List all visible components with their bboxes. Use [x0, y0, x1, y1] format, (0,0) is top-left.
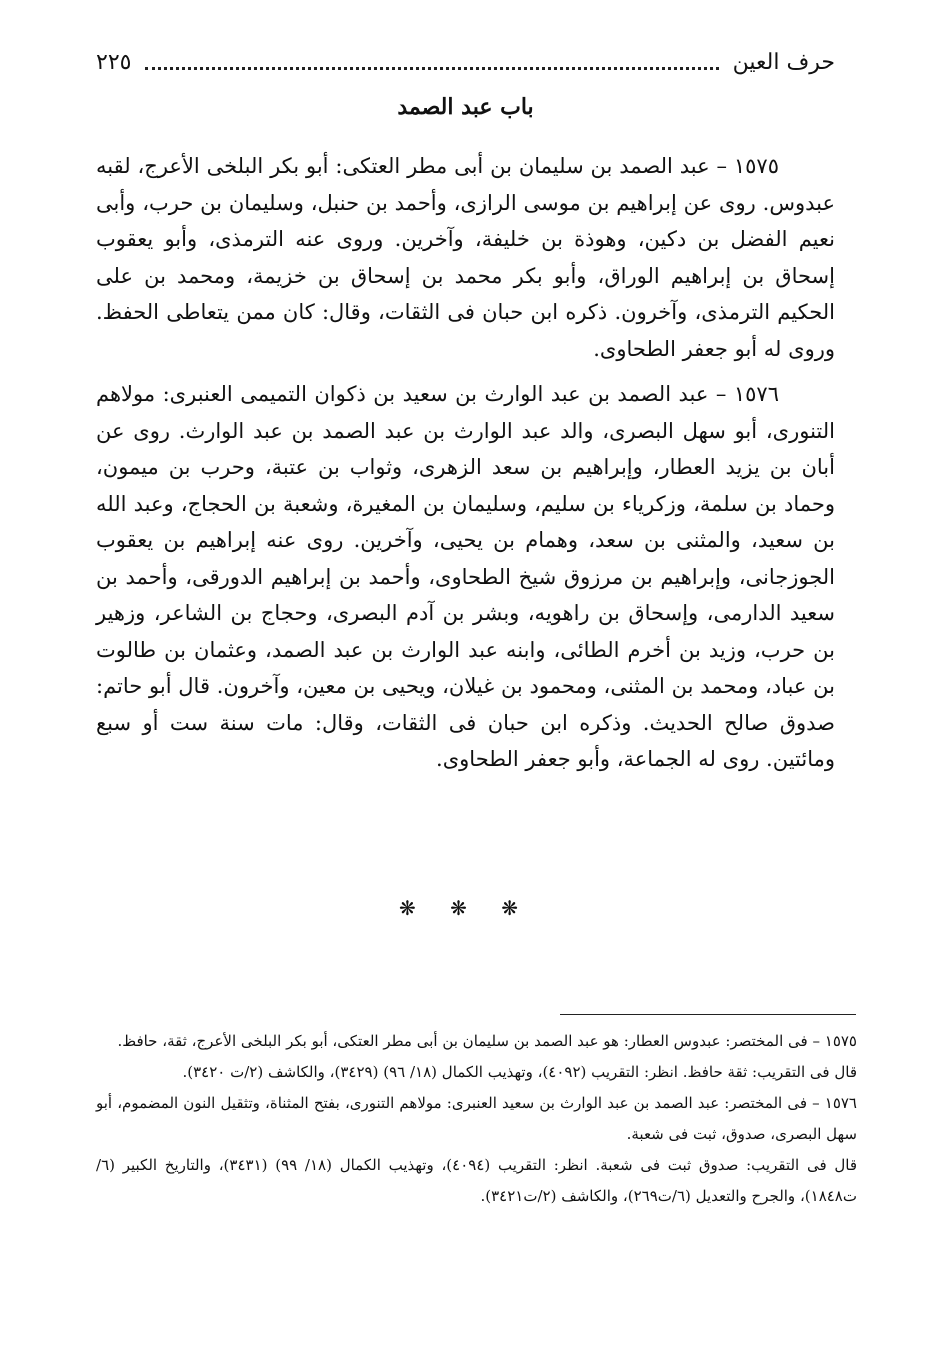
- entry-1575: ١٥٧٥ – عبد الصمد بن سليمان بن أبى مطر العتكى: أبو بكر البلخى الأعرج، لقبه عبدوس. روى عن إبراهيم بن موسى الرازى، وأحمد بن حنبل، وسليمان بن حرب، وأبى نعيم الفضل بن دكين، وهوذة بن خليفة، وآخرين. وروى عنه الترمذى، وأبو يعقوب إسحاق بن إبراهيم الوراق، وأبو بكر محمد بن إسحاق بن خزيمة، ومحمد بن على الحكيم الترمذى، وآخرون. ذكره ابن حبان فى الثقات، وقال: كان ممن يتعاطى الحفظ. وروى له أبو جعفر الطحاوى.: [96, 154, 835, 361]
- footnote: ١٥٧٦ – فى المختصر: عبد الصمد بن عبد الوارث بن سعيد العنبرى: مولاهم التنورى، بفتح المثناة، وتثقيل النون المضموم، أبو سهل البصرى، صدوق، ثبت فى شعبة.: [96, 1094, 857, 1143]
- page-number: ٢٢٥: [96, 49, 132, 75]
- entry-number: ١٥٧٦: [733, 382, 779, 406]
- main-text: [96, 148, 835, 787]
- footnote: قال فى التقريب: صدوق ثبت فى شعبة. انظر: التقريب (٤٠٩٤)، وتهذيب الكمال (١٨/ ٩٩) (٣٤٣١)، والتاريخ الكبير (٦/ت١٨٤٨)، والجرح والتعديل (٦/ت٢٦٩)، والكاشف (٢/ت٣٤٢١).: [96, 1156, 857, 1205]
- entry-number: ١٥٧٥: [733, 154, 779, 178]
- section-title: باب عبد الصمد: [397, 94, 534, 120]
- chapter-title: حرف العين: [732, 49, 835, 75]
- footnote: ١٥٧٥ – فى المختصر: عبدوس العطار: هو عبد الصمد بن سليمان بن أبى مطر العتكى، أبو بكر البلخى الأعرج، ثقة، حافظ.: [117, 1032, 857, 1050]
- header-leader-dots: [145, 67, 718, 70]
- footnote: قال فى التقريب: ثقة حافظ. انظر: التقريب (٤٠٩٢)، وتهذيب الكمال (١٨/ ٩٦) (٣٤٢٩)، والكاشف (٢/ت ٣٤٢٠).: [182, 1063, 857, 1081]
- footnotes: [96, 1026, 857, 1212]
- running-header: [96, 44, 835, 80]
- entry-text: عبد الصمد بن عبد الوارث بن سعيد بن ذكوان التميمى العنبرى: مولاهم التنورى، أبو سهل البصرى، والد عبد الوارث بن عبد الصمد بن عبد الوارث. روى عن أبان بن يزيد العطار، وإبراهيم بن سعد الزهرى، وثواب بن عتبة، وحرب بن ميمون، وحماد بن سلمة، وزكرياء بن سليم، وسليمان بن المغيرة، وشعبة بن الحجاج، وعبد الله بن سعيد، والمثنى بن سعد، وهمام بن يحيى، وآخرين. روى عنه إبراهيم بن يعقوب الجوزجانى، وإبراهيم بن مرزوق شيخ الطحاوى، وأحمد بن إبراهيم الدورقى، وأحمد بن سعيد الدارمى، وإسحاق بن راهويه، وبشر بن آدم البصرى، وحجاج بن الشاعر، وزهير بن حرب، وزيد بن أخرم الطائى، وابنه عبد الوارث بن عبد الصمد، وعثمان بن طالوت بن عباد، ومحمد بن المثنى، ومحمود بن غيلان، ويحيى بن معين، وآخرون. قال أبو حاتم: صدوق صالح الحديث. وذكره ابن حبان فى الثقات، وقال: مات سنة ست أو سبع ومائتين. روى له الجماعة، وأبو جعفر الطحاوى.: [96, 382, 835, 771]
- section-separator: ❋ ❋ ❋: [399, 896, 532, 920]
- entry-1576: ١٥٧٦ – عبد الصمد بن عبد الوارث بن سعيد بن ذكوان التميمى العنبرى: مولاهم التنورى، أبو سهل البصرى، والد عبد الوارث بن عبد الصمد بن عبد الوارث. روى عن أبان بن يزيد العطار، وإبراهيم بن سعد الزهرى، وثواب بن عتبة، وحرب بن ميمون، وحماد بن سلمة، وزكرياء بن سليم، وسليمان بن المغيرة، وشعبة بن الحجاج، وعبد الله بن سعيد، والمثنى بن سعد، وهمام بن يحيى، وآخرين. روى عنه إبراهيم بن يعقوب الجوزجانى، وإبراهيم بن مرزوق شيخ الطحاوى، وأحمد بن إبراهيم الدورقى، وأحمد بن سعيد الدارمى، وإسحاق بن راهويه، وبشر بن آدم البصرى، وحجاج بن الشاعر، وزهير بن حرب، وزيد بن أخرم الطائى، وابنه عبد الوارث بن عبد الصمد، وعثمان بن طالوت بن عباد، ومحمد بن المثنى، ومحمود بن غيلان، ويحيى بن معين، وآخرون. قال أبو حاتم: صدوق صالح الحديث. وذكره ابن حبان فى الثقات، وقال: مات سنة ست أو سبع ومائتين. روى له الجماعة، وأبو جعفر الطحاوى.: [96, 382, 835, 771]
- entry-text: عبد الصمد بن سليمان بن أبى مطر العتكى: أبو بكر البلخى الأعرج، لقبه عبدوس. روى عن إبراهيم بن موسى الرازى، وأحمد بن حنبل، وسليمان بن حرب، وأبى نعيم الفضل بن دكين، وهوذة بن خليفة، وآخرين. وروى عنه الترمذى، وأبو يعقوب إسحاق بن إبراهيم الوراق، وأبو بكر محمد بن إسحاق بن خزيمة، ومحمد بن على الحكيم الترمذى، وآخرون. ذكره ابن حبان فى الثقات، وقال: كان ممن يتعاطى الحفظ. وروى له أبو جعفر الطحاوى.: [96, 154, 835, 361]
- footnote-rule: [560, 1014, 856, 1015]
